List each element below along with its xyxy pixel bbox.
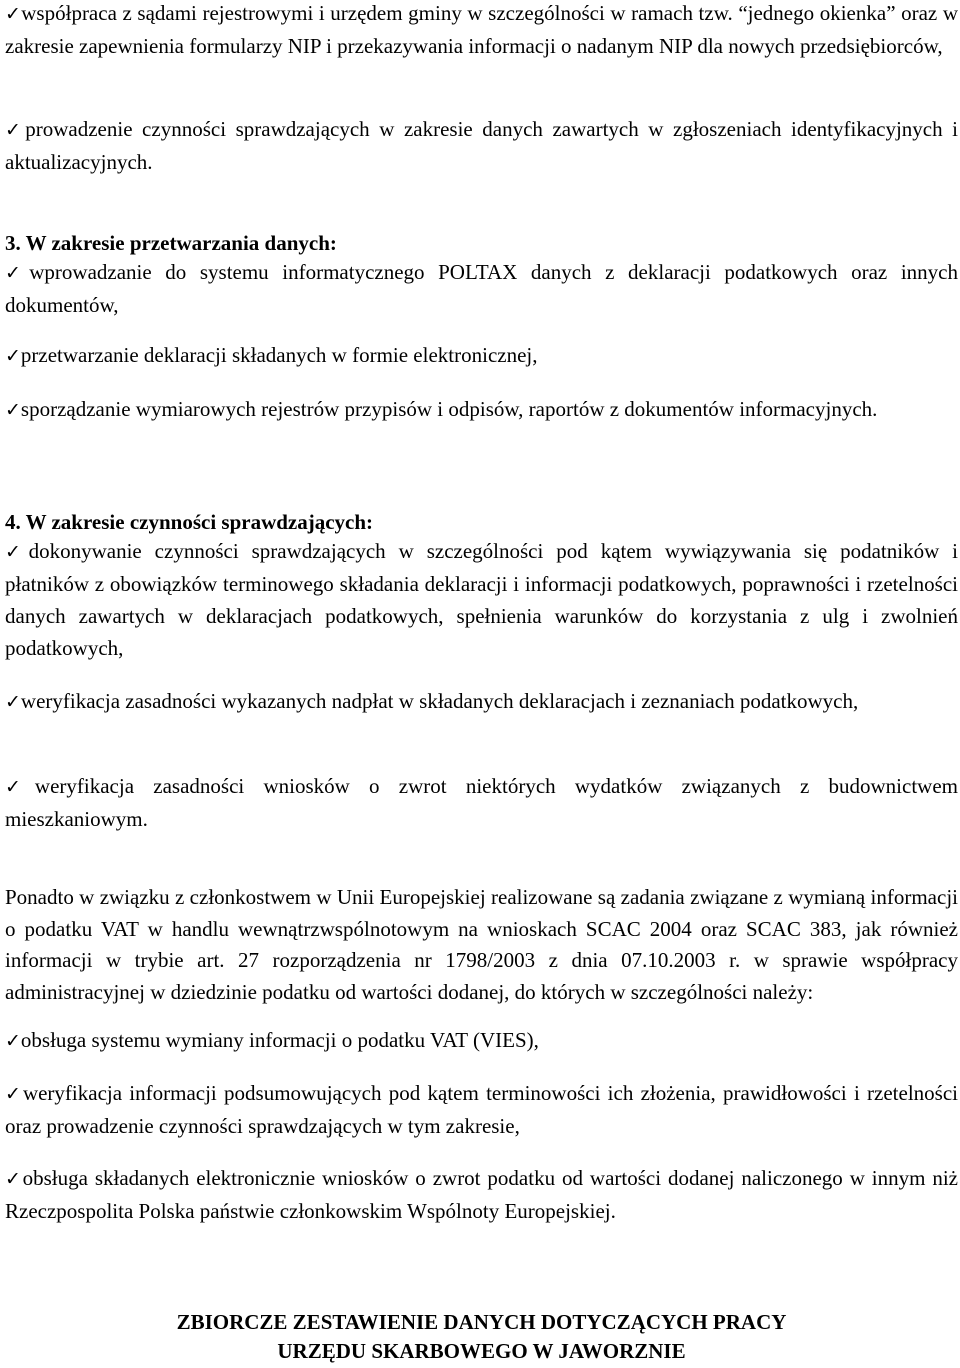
- eu-paragraph: Ponadto w związku z członkostwem w Unii Europejskiej realizowane są zadania związane z wymianą informacji o podatku VAT w handlu wewnątrzwspólnotowym na wnioskach SCAC 2004 oraz SCAC 383, jak również informacji w trybie art. 27 rozporządzenia nr 1798/2003 z dnia 07.10.2003 r. w sprawie współpracy administracyjnej w dziedzinie podatku od wartości dodanej, do których w szczególności należy:: [5, 885, 958, 1004]
- checkmark-icon: ✓: [5, 399, 21, 421]
- footer-title-line1: ZBIORCZE ZESTAWIENIE DANYCH DOTYCZĄCYCH PRACY: [176, 1310, 787, 1334]
- list-item: ✓prowadzenie czynności sprawdzających w zakresie danych zawartych w zgłoszeniach identyfikacyjnych i aktualizacyjnych.: [5, 117, 959, 174]
- list-item: ✓weryfikacja zasadności wniosków o zwrot niektórych wydatków związanych z budownictwem mieszkaniowym.: [5, 774, 958, 831]
- list-item: ✓wprowadzanie do systemu informatycznego POLTAX danych z deklaracji podatkowych oraz innych dokumentów,: [5, 260, 958, 317]
- checkmark-icon: ✓: [5, 345, 21, 367]
- list-item: ✓sporządzanie wymiarowych rejestrów przypisów i odpisów, raportów z dokumentów informacyjnych.: [5, 397, 878, 421]
- footer-title-line2: URZĘDU SKARBOWEGO W JAWORZNIE: [277, 1339, 686, 1363]
- checkmark-icon: ✓: [5, 1030, 21, 1052]
- section-heading: 4. W zakresie czynności sprawdzających:: [5, 510, 374, 534]
- checkmark-icon: ✓: [5, 776, 35, 798]
- section-heading: 3. W zakresie przetwarzania danych:: [5, 231, 337, 255]
- checkmark-icon: ✓: [5, 1083, 23, 1105]
- list-item: ✓obsługa składanych elektronicznie wniosków o zwrot podatku od wartości dodanej naliczonego w innym niż Rzeczpospolita Polska państwie członkowskim Wspólnoty Europejskiej.: [5, 1166, 959, 1223]
- list-item: ✓przetwarzanie deklaracji składanych w formie elektronicznej,: [5, 343, 538, 367]
- checkmark-icon: ✓: [5, 1168, 23, 1190]
- checkmark-icon: ✓: [5, 119, 26, 141]
- list-item: ✓obsługa systemu wymiany informacji o podatku VAT (VIES),: [5, 1028, 539, 1052]
- list-item: ✓współpraca z sądami rejestrowymi i urzędem gminy w szczególności w ramach tzw. “jednego okienka” oraz w zakresie zapewnienia formularzy NIP i przekazywania informacji o nadanym NIP dla nowych przedsiębiorców,: [5, 1, 958, 58]
- list-item: ✓weryfikacja zasadności wykazanych nadpłat w składanych deklaracjach i zeznaniach podatkowych,: [5, 689, 859, 713]
- checkmark-icon: ✓: [5, 691, 21, 713]
- list-item: ✓weryfikacja informacji podsumowujących pod kątem terminowości ich złożenia, prawidłowości i rzetelności oraz prowadzenie czynności sprawdzających w tym zakresie,: [5, 1081, 958, 1138]
- checkmark-icon: ✓: [5, 262, 30, 284]
- checkmark-icon: ✓: [5, 541, 29, 563]
- list-item: ✓dokonywanie czynności sprawdzających w szczególności pod kątem wywiązywania się podatników i płatników z obowiązków terminowego składania deklaracji i informacji podatkowych, poprawności i rzetelności danych zawartych w deklaracjach podatkowych, spełnienia warunków do korzystania z ulg i zwolnień podatkowych,: [5, 539, 959, 660]
- checkmark-icon: ✓: [5, 3, 22, 25]
